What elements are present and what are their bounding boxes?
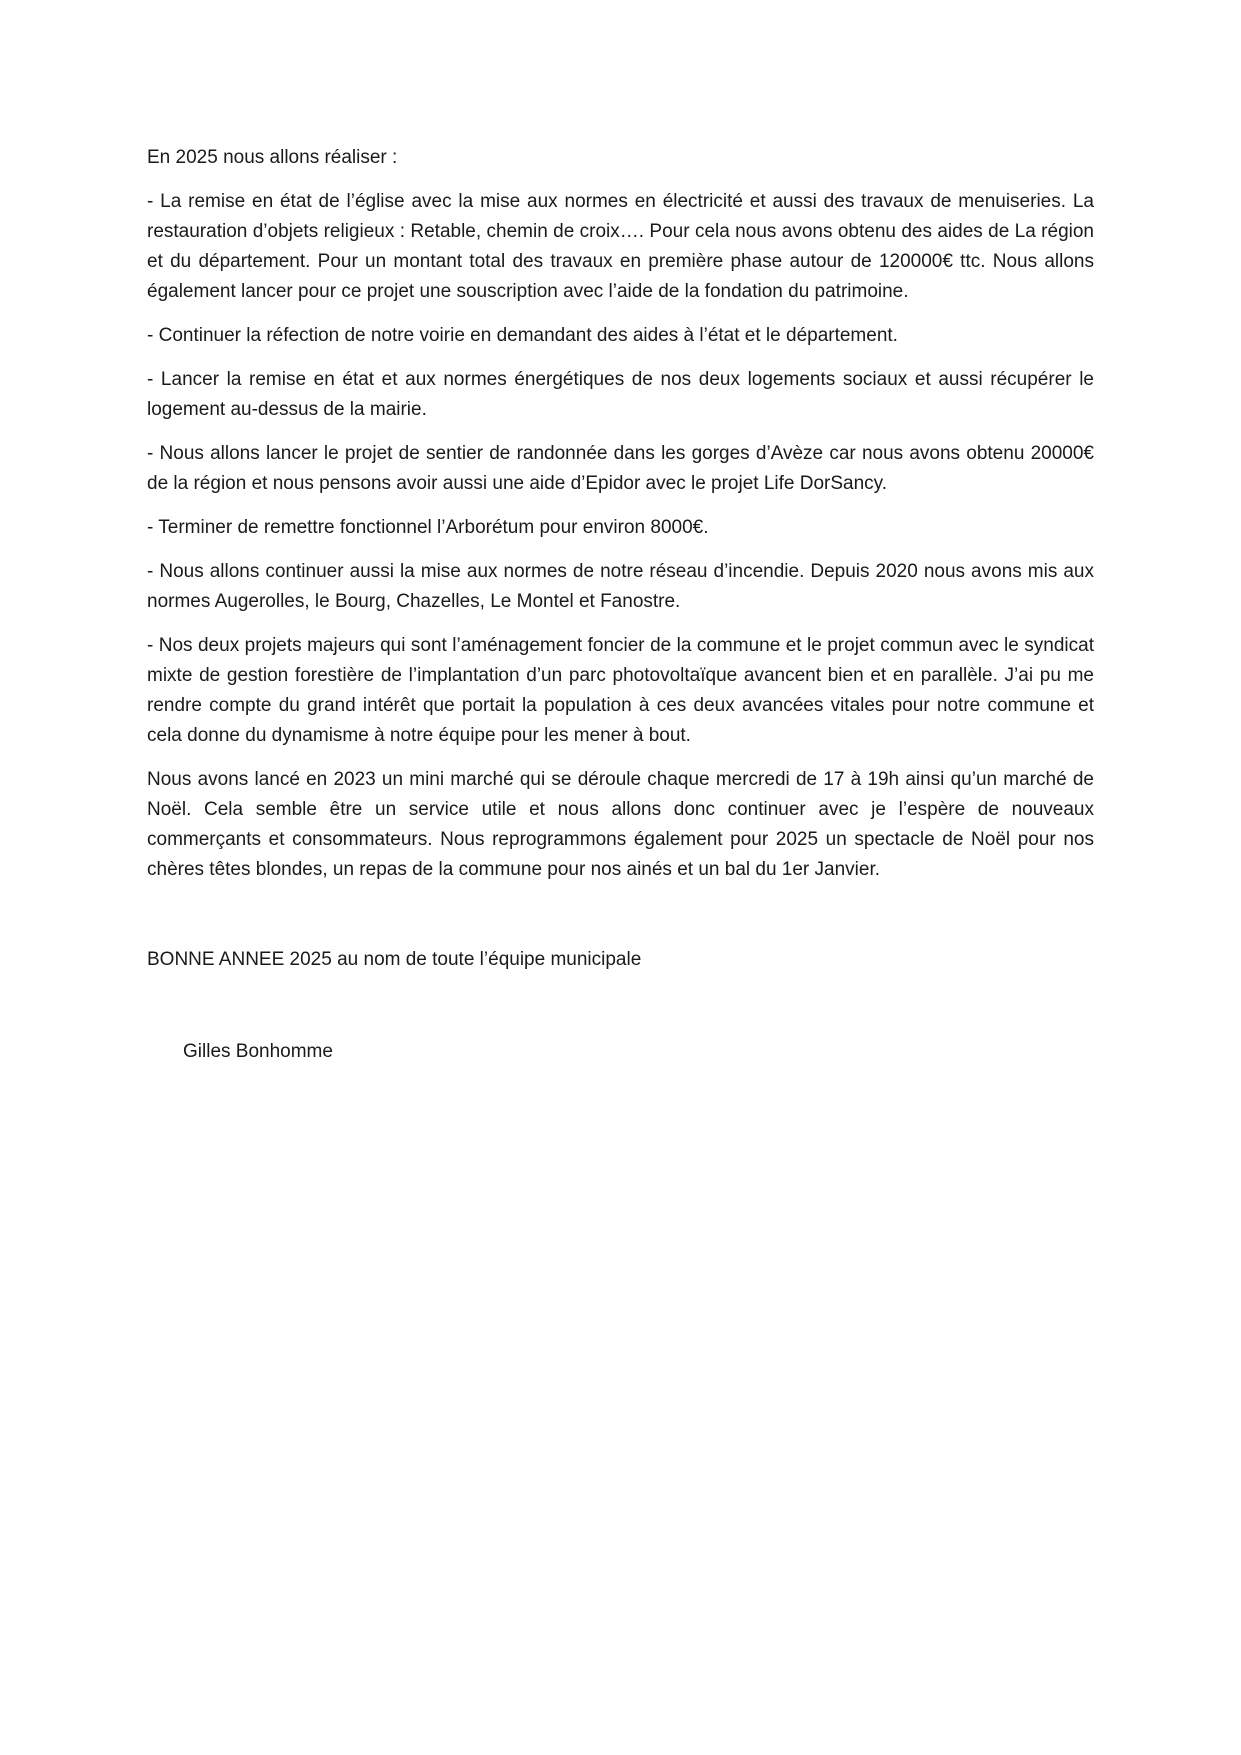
paragraph-fire-network: - Nous allons continuer aussi la mise aux normes de notre réseau d’incendie. Depuis 2020 nous avons mis aux normes Augerolles, le Bourg, Chazelles, Le Montel et Fanostre.: [147, 561, 1094, 612]
signature-name: Gilles Bonhomme: [183, 1041, 333, 1062]
paragraph-social-housing: - Lancer la remise en état et aux normes énergétiques de nos deux logements sociaux et aussi récupérer le logement au-dessus de la mairie.: [147, 369, 1094, 420]
closing-greeting: BONNE ANNEE 2025 au nom de toute l’équipe municipale: [147, 949, 642, 970]
paragraph-major-projects: - Nos deux projets majeurs qui sont l’aménagement foncier de la commune et le projet commun avec le syndicat mixte de gestion forestière de l’implantation d’un parc photovoltaïque avancent bien et en parallèle. J’ai pu me rendre compte du grand intérêt que portait la population à ces deux avancées vitales pour notre commune et cela donne du dynamisme à notre équipe pour les mener à bout.: [147, 635, 1094, 746]
letter-page: [147, 143, 1094, 1067]
intro-line: En 2025 nous allons réaliser :: [147, 147, 398, 168]
paragraph-church-restoration: - La remise en état de l’église avec la mise aux normes en électricité et aussi des travaux de menuiseries. La restauration d’objets religieux : Retable, chemin de croix…. Pour cela nous avons obtenu des aides de La région et du département. Pour un montant total des travaux en première phase autour de 120000€ ttc. Nous allons également lancer pour ce projet une souscription avec l’aide de la fondation du patrimoine.: [147, 191, 1094, 302]
paragraph-market: Nous avons lancé en 2023 un mini marché qui se déroule chaque mercredi de 17 à 19h ainsi qu’un marché de Noël. Cela semble être un service utile et nous allons donc continuer avec je l’espère de nouveaux commerçants et consommateurs. Nous reprogrammons également pour 2025 un spectacle de Noël pour nos chères têtes blondes, un repas de la commune pour nos ainés et un bal du 1er Janvier.: [147, 769, 1094, 880]
paragraph-road-repair: - Continuer la réfection de notre voirie en demandant des aides à l’état et le département.: [147, 325, 898, 346]
paragraph-hiking-trail: - Nous allons lancer le projet de sentier de randonnée dans les gorges d’Avèze car nous avons obtenu 20000€ de la région et nous pensons avoir aussi une aide d’Epidor avec le projet Life DorSancy.: [147, 443, 1094, 494]
paragraph-arboretum: - Terminer de remettre fonctionnel l’Arborétum pour environ 8000€.: [147, 517, 709, 538]
